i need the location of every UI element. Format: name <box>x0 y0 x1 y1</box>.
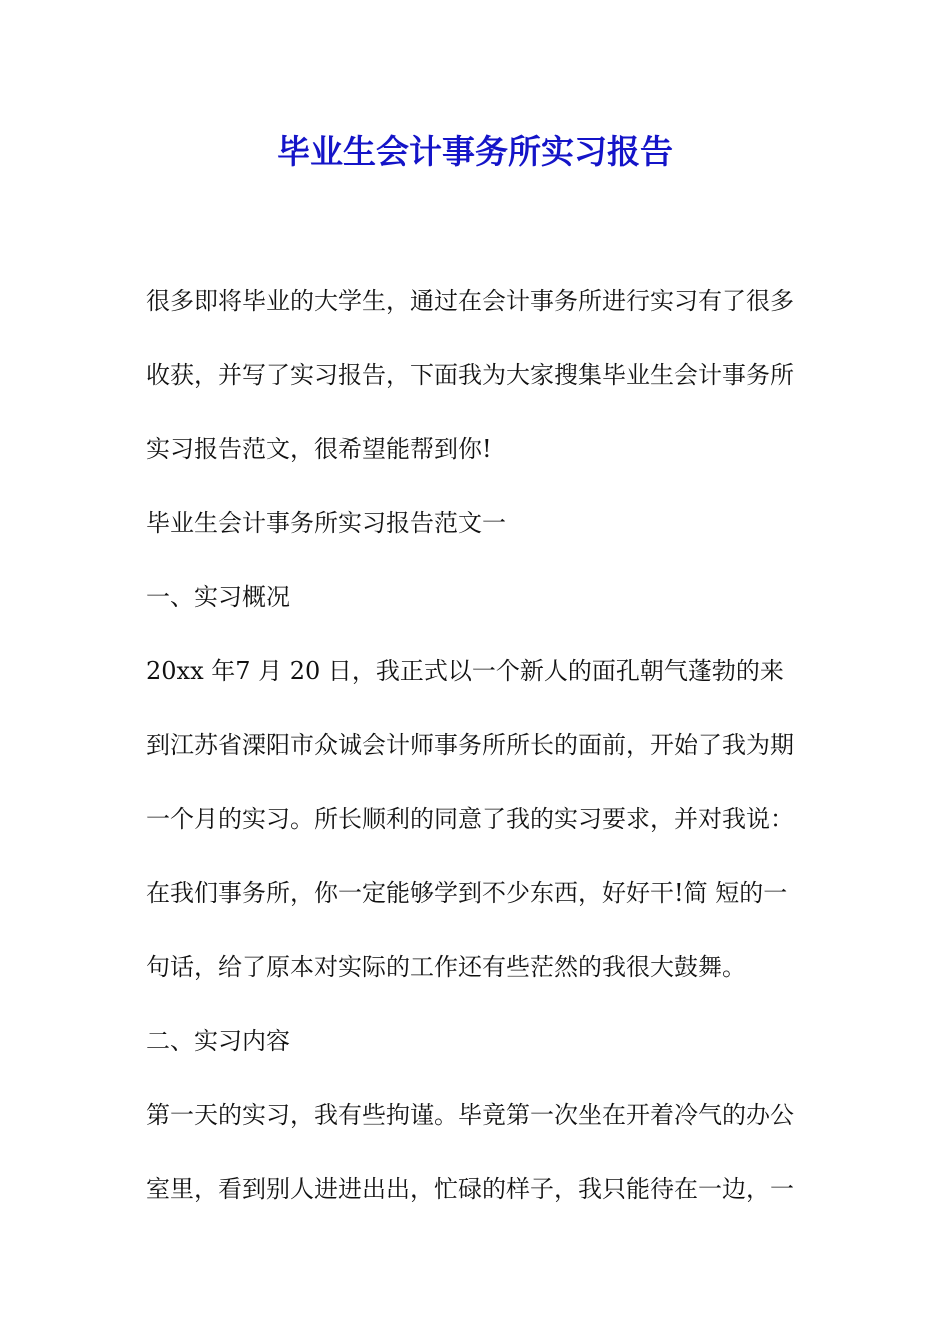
body-line-1: 很多即将毕业的大学生，通过在会计事务所进行实习有了很多 <box>146 287 794 315</box>
body-line-2: 收获，并写了实习报告，下面我为大家搜集毕业生会计事务所 <box>146 361 794 389</box>
body-line-10: 句话，给了原本对实际的工作还有些茫然的我很大鼓舞。 <box>146 953 746 981</box>
body-line-6: 20xx 年7 月 20 日，我正式以一个新人的面孔朝气蓬勃的来 <box>146 657 784 685</box>
section-heading-overview: 一、实习概况 <box>146 583 290 611</box>
body-line-3: 实习报告范文，很希望能帮到你! <box>146 435 492 463</box>
body-line-12: 第一天的实习，我有些拘谨。毕竟第一次坐在开着冷气的办公 <box>146 1101 794 1129</box>
body-line-9: 在我们事务所，你一定能够学到不少东西，好好干!简 短的一 <box>146 879 788 907</box>
body-line-8: 一个月的实习。所长顺利的同意了我的实习要求，并对我说： <box>146 805 794 833</box>
body-line-13: 室里，看到别人进进出出，忙碌的样子，我只能待在一边，一 <box>146 1175 794 1203</box>
document-body <box>146 264 816 1226</box>
document-title: 毕业生会计事务所实习报告 <box>277 132 673 171</box>
section-heading-sample-one: 毕业生会计事务所实习报告范文一 <box>146 509 506 537</box>
body-line-7: 到江苏省溧阳市众诚会计师事务所所长的面前，开始了我为期 <box>146 731 794 759</box>
section-heading-content: 二、实习内容 <box>146 1027 290 1055</box>
